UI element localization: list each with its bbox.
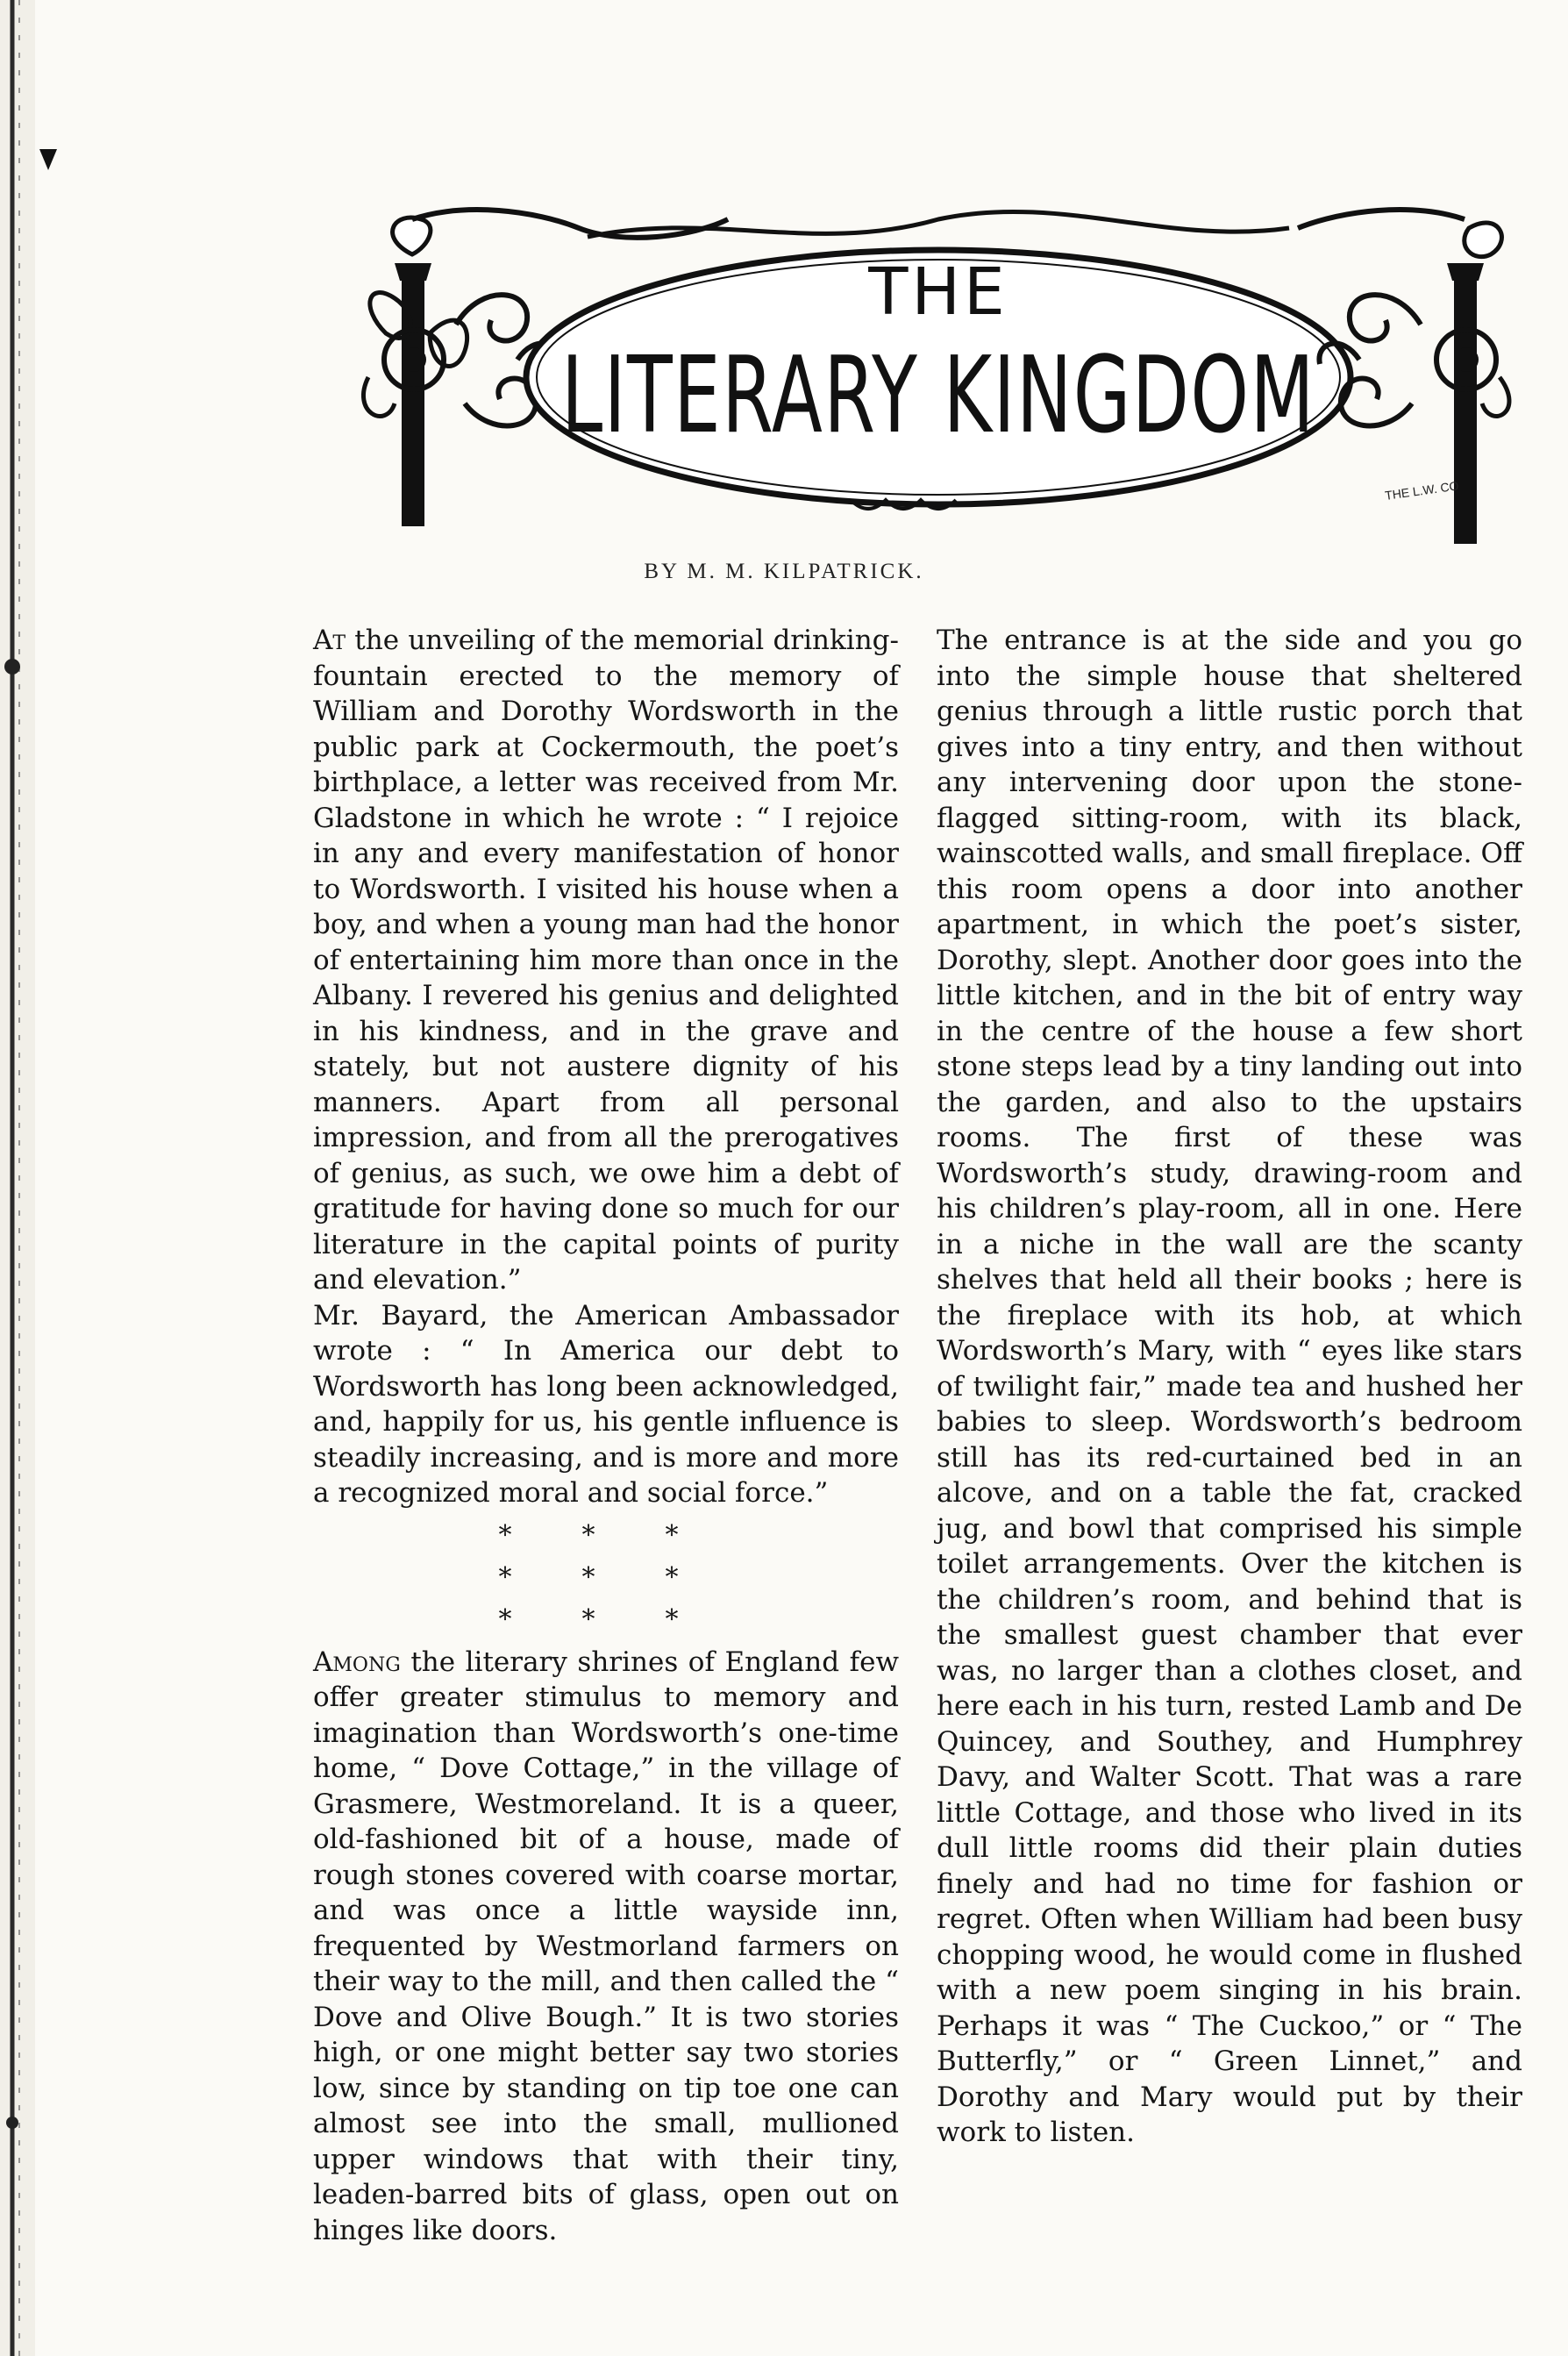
header-banner <box>360 202 1517 553</box>
paragraph-text: the literary shrines of England few offer greater stimulus to memory and imagination than Wordsworth’s one-time home, “ Dove Cottage,” in the village of Grasmere, Westmoreland. It is a queer, old-fashioned bit of a house, made of rough stones covered with coarse mortar, and was once a little wayside inn, frequented by Westmorland farmers on their way to the mill, and then called the “ Dove and Olive Bough.” It is two stories high, or one might better say two stories low, since by standing on tip toe one can almost see into the small, mullioned upper windows that with their tiny, leaden-barred bits of glass, open out on hinges like doors. <box>313 1646 899 2246</box>
section-asterism: *** *** *** <box>498 1519 749 1635</box>
page-binding-edge <box>0 0 35 2356</box>
paragraph-lead-word: Among <box>313 1646 401 1678</box>
engraver-mark: THE L.W. CO <box>1384 478 1460 503</box>
article-column-left <box>313 623 899 2248</box>
right-torch-ornament <box>1436 223 1509 544</box>
article-column-right <box>937 623 1522 2151</box>
paragraph-gladstone <box>313 623 899 1298</box>
byline: BY M. M. KILPATRICK. <box>644 560 924 583</box>
paragraph-bayard: Mr. Bayard, the American Ambassador wrote : “ In America our debt to Wordsworth has long been acknowledged, and, happily for us, his gentle influence is steadily increasing, and is more and more a recognized moral and social force.” <box>313 1299 899 1509</box>
left-torch-ornament <box>363 218 467 526</box>
header-title-the: THE <box>868 254 1009 330</box>
paragraph-lead-word: At <box>313 625 346 656</box>
header-title-main: LITERARY KINGDOM <box>561 335 1315 457</box>
paragraph-dove-cottage <box>313 1645 899 2249</box>
paragraph-cottage-interior: The entrance is at the side and you go into the simple house that sheltered genius through a little rustic porch that gives into a tiny entry, and then without any intervening door upon the stone-flagged sitting-room, with its black, wainscotted walls, and small fireplace. Off this room opens a door into another apartment, in which the poet’s sister, Dorothy, slept. Another door goes into the little kitchen, and in the bit of entry way in the centre of the house a few short stone steps lead by a tiny landing out into the garden, and also to the upstairs rooms. The first of these was Wordsworth’s study, drawing-room and his children’s play-room, all in one. Here in a niche in the wall are the scanty shelves that held all their books ; here is the fireplace with its hob, at which Wordsworth’s Mary, with “ eyes like stars of twilight fair,” made tea and hushed her babies to sleep. Wordsworth’s bedroom still has its red-curtained bed in an alcove, and on a table the fat, cracked jug, and bowl that comprised his simple toilet arrangements. Over the kitchen is the children’s room, and behind that is the smallest guest chamber that ever was, no larger than a clothes closet, and here each in his turn, rested Lamb and De Quincey, and Southey, and Humphrey Davy, and Walter Scott. That was a rare little Cottage, and those who lived in its dull little rooms did their plain duties finely and had no time for fashion or regret. Often when William had been busy chopping wood, he would come in flushed with a new poem singing in his brain. Perhaps it was “ The Cuckoo,” or “ The Butterfly,” or “ Green Linnet,” and Dorothy and Mary would put by their work to listen. <box>937 625 1522 2148</box>
paragraph-text: the unveiling of the memorial drinking-fountain erected to the memory of William and Dorothy Wordsworth in the public park at Cockermouth, the poet’s birthplace, a letter was received from Mr. Gladstone in which he wrote : “ I rejoice in any and every manifestation of honor to Wordsworth. I visited his house when a boy, and when a young man had the honor of entertaining him more than once in the Albany. I revered his genius and delighted in his kindness, and in the grave and stately, but not austere dignity of his manners. Apart from all personal impression, and from all the prerogatives of genius, as such, we owe him a debt of gratitude for having done so much for our literature in the capital points of purity and elevation.” <box>313 625 899 1296</box>
